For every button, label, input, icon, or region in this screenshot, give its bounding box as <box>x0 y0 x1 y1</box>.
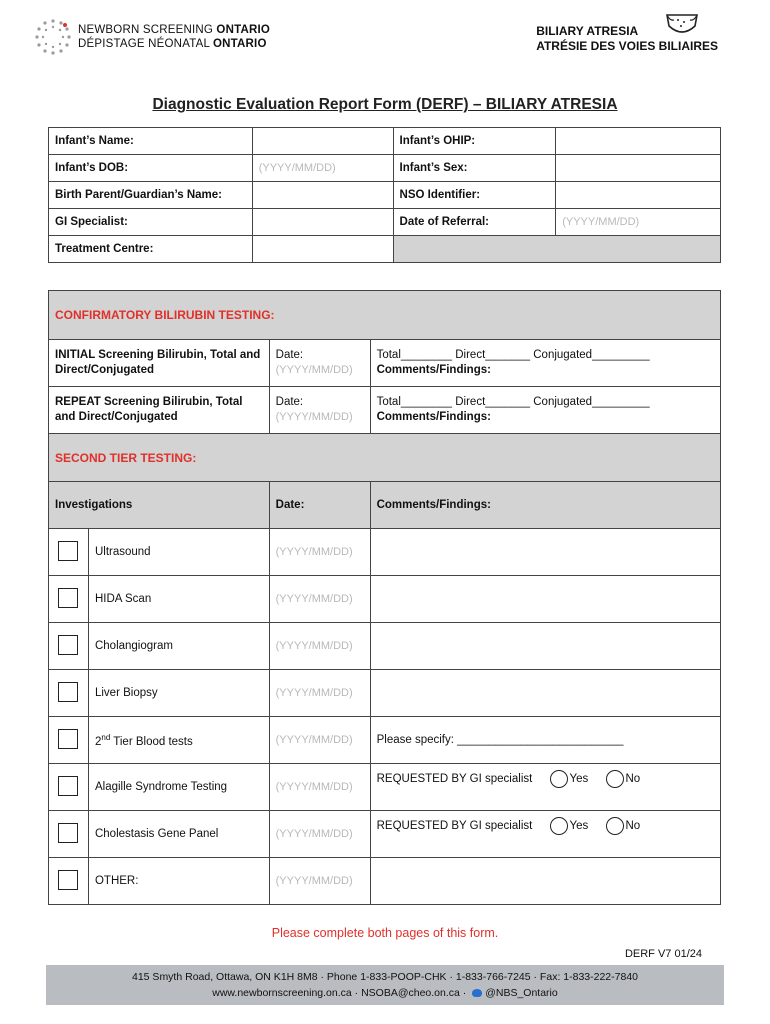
table-row <box>49 717 721 764</box>
testing-table <box>48 290 721 905</box>
no-label: No <box>625 773 641 786</box>
comment-field[interactable] <box>370 529 720 576</box>
repeat-date-field[interactable] <box>269 387 370 434</box>
infant-dob-label: Infant’s DOB: <box>49 155 253 182</box>
infant-info-table <box>48 127 721 263</box>
comment-field <box>370 811 720 858</box>
second-tier-heading: SECOND TIER TESTING: <box>49 434 721 482</box>
date-field[interactable]: (YYYY/MM/DD) <box>269 576 370 623</box>
twitter-handle[interactable]: @NBS_Ontario <box>485 987 558 999</box>
referral-date-label: Date of Referral: <box>393 209 556 236</box>
comments-label: Comments/Findings: <box>376 364 491 376</box>
no-radio[interactable] <box>606 770 624 788</box>
table-row <box>49 764 721 811</box>
guardian-field[interactable] <box>252 182 393 209</box>
gi-specialist-field[interactable] <box>252 209 393 236</box>
infant-sex-label: Infant’s Sex: <box>393 155 556 182</box>
date-field[interactable]: (YYYY/MM/DD) <box>269 811 370 858</box>
investigation-label: 2nd Tier Blood tests <box>88 717 269 764</box>
org-name-fr: DÉPISTAGE NÉONATAL ONTARIO <box>78 38 267 50</box>
checkbox[interactable] <box>58 682 78 702</box>
footer-address: 415 Smyth Road, Ottawa, ON K1H 8M8 · Phone 1-833-POOP-CHK · 1-833-766-7245 · Fax: 1-833-222-7840 <box>132 971 638 983</box>
checkbox-cell <box>49 858 89 905</box>
table-row <box>49 670 721 717</box>
requested-label: REQUESTED BY GI specialist <box>376 820 533 833</box>
date-placeholder: (YYYY/MM/DD) <box>275 411 353 423</box>
form-version: DERF V7 01/24 <box>624 948 702 960</box>
no-label: No <box>625 820 641 833</box>
date-placeholder: (YYYY/MM/DD) <box>275 364 353 376</box>
date-field[interactable]: (YYYY/MM/DD) <box>269 623 370 670</box>
yes-label: Yes <box>569 773 589 786</box>
blank-grey-cell <box>393 236 720 263</box>
checkbox-cell <box>49 529 89 576</box>
yes-label: Yes <box>569 820 589 833</box>
date-field[interactable]: (YYYY/MM/DD) <box>269 717 370 764</box>
checkbox-cell <box>49 811 89 858</box>
infant-dob-field[interactable]: (YYYY/MM/DD) <box>252 155 393 182</box>
date-label: Date: <box>275 396 304 408</box>
initial-date-field[interactable] <box>269 340 370 387</box>
checkbox[interactable] <box>58 635 78 655</box>
table-row <box>49 811 721 858</box>
comment-field[interactable] <box>370 623 720 670</box>
topic-fr: ATRÉSIE DES VOIES BILIAIRES <box>536 39 718 53</box>
repeat-results-field[interactable] <box>370 387 720 434</box>
checkbox[interactable] <box>58 823 78 843</box>
checkbox-cell <box>49 764 89 811</box>
infant-name-label: Infant’s Name: <box>49 128 253 155</box>
values-line: Total________ Direct_______ Conjugated_________ <box>376 349 650 361</box>
comment-field[interactable] <box>370 858 720 905</box>
investigation-label: OTHER: <box>88 858 269 905</box>
infant-name-field[interactable] <box>252 128 393 155</box>
date-field[interactable]: (YYYY/MM/DD) <box>269 529 370 576</box>
investigation-label: Alagille Syndrome Testing <box>88 764 269 811</box>
comment-field[interactable] <box>370 576 720 623</box>
yes-radio[interactable] <box>550 817 568 835</box>
checkbox-cell <box>49 576 89 623</box>
values-line: Total________ Direct_______ Conjugated_________ <box>376 396 650 408</box>
checkbox[interactable] <box>58 870 78 890</box>
date-field[interactable]: (YYYY/MM/DD) <box>269 858 370 905</box>
nso-id-label: NSO Identifier: <box>393 182 556 209</box>
form-title: Diagnostic Evaluation Report Form (DERF) – BILIARY ATRESIA <box>152 96 618 113</box>
nso-logo <box>34 18 294 60</box>
checkbox-cell <box>49 623 89 670</box>
date-field[interactable]: (YYYY/MM/DD) <box>269 764 370 811</box>
initial-bilirubin-label: INITIAL Screening Bilirubin, Total and Direct/Conjugated <box>49 340 270 387</box>
investigation-label: Liver Biopsy <box>88 670 269 717</box>
guardian-label: Birth Parent/Guardian’s Name: <box>49 182 253 209</box>
gi-specialist-label: GI Specialist: <box>49 209 253 236</box>
investigation-label: Cholangiogram <box>88 623 269 670</box>
comment-field[interactable] <box>370 670 720 717</box>
comment-field[interactable]: Please specify: __________________________ <box>370 717 720 764</box>
table-row <box>49 858 721 905</box>
date-field[interactable]: (YYYY/MM/DD) <box>269 670 370 717</box>
comment-field <box>370 764 720 811</box>
checkbox[interactable] <box>58 776 78 796</box>
checkbox[interactable] <box>58 729 78 749</box>
checkbox-cell <box>49 670 89 717</box>
confirmatory-heading: CONFIRMATORY BILIRUBIN TESTING: <box>49 291 721 340</box>
investigation-label: Cholestasis Gene Panel <box>88 811 269 858</box>
checkbox[interactable] <box>58 541 78 561</box>
checkbox[interactable] <box>58 588 78 608</box>
table-row <box>49 576 721 623</box>
investigation-label: HIDA Scan <box>88 576 269 623</box>
org-name-en: NEWBORN SCREENING ONTARIO <box>78 24 270 36</box>
yes-radio[interactable] <box>550 770 568 788</box>
treatment-centre-label: Treatment Centre: <box>49 236 253 263</box>
nso-id-field[interactable] <box>556 182 721 209</box>
treatment-centre-field[interactable] <box>252 236 393 263</box>
requested-label: REQUESTED BY GI specialist <box>376 773 533 786</box>
date-label: Date: <box>275 349 304 361</box>
complete-both-pages-note: Please complete both pages of this form. <box>271 926 499 940</box>
infant-sex-field[interactable] <box>556 155 721 182</box>
table-row <box>49 529 721 576</box>
diaper-icon <box>664 12 700 38</box>
col-investigations: Investigations <box>49 482 270 529</box>
twitter-icon <box>472 989 482 997</box>
initial-results-field[interactable] <box>370 340 720 387</box>
infant-ohip-label: Infant’s OHIP: <box>393 128 556 155</box>
infant-ohip-field[interactable] <box>556 128 721 155</box>
topic-en: BILIARY ATRESIA <box>536 24 639 38</box>
col-comments: Comments/Findings: <box>370 482 720 529</box>
referral-date-field[interactable]: (YYYY/MM/DD) <box>556 209 721 236</box>
footer-bar <box>46 965 724 1005</box>
repeat-bilirubin-label: REPEAT Screening Bilirubin, Total and Direct/Conjugated <box>49 387 270 434</box>
no-radio[interactable] <box>606 817 624 835</box>
dots-ring-icon <box>34 18 72 56</box>
checkbox-cell <box>49 717 89 764</box>
investigation-label: Ultrasound <box>88 529 269 576</box>
col-date: Date: <box>269 482 370 529</box>
comments-label: Comments/Findings: <box>376 411 491 423</box>
table-row <box>49 623 721 670</box>
footer-contact: www.newbornscreening.on.ca · NSOBA@cheo.on.ca · @NBS_Ontario <box>212 987 558 999</box>
